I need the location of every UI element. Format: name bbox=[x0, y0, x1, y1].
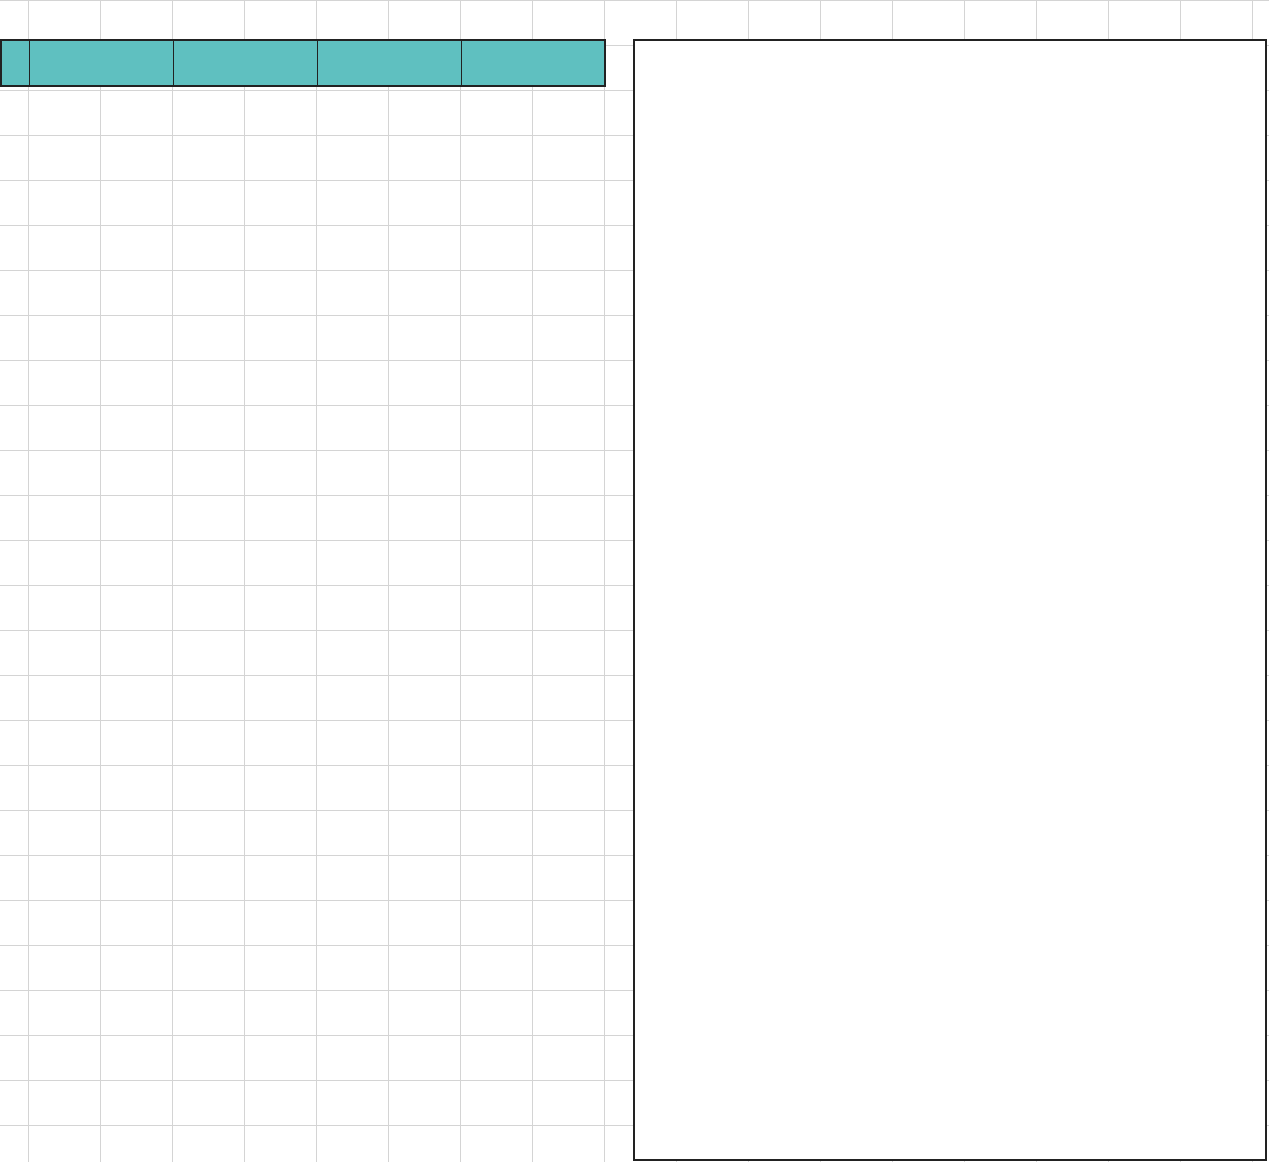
header-dam-dam-sire bbox=[461, 40, 605, 86]
header-dam-sire bbox=[317, 40, 461, 86]
entries-table bbox=[0, 39, 606, 87]
page-title bbox=[4, 8, 12, 36]
past-results-panel bbox=[633, 39, 1267, 1161]
header-horse-name bbox=[29, 40, 173, 86]
header-sire bbox=[173, 40, 317, 86]
entries-header-row bbox=[1, 40, 605, 86]
header-horse-number bbox=[1, 40, 29, 86]
